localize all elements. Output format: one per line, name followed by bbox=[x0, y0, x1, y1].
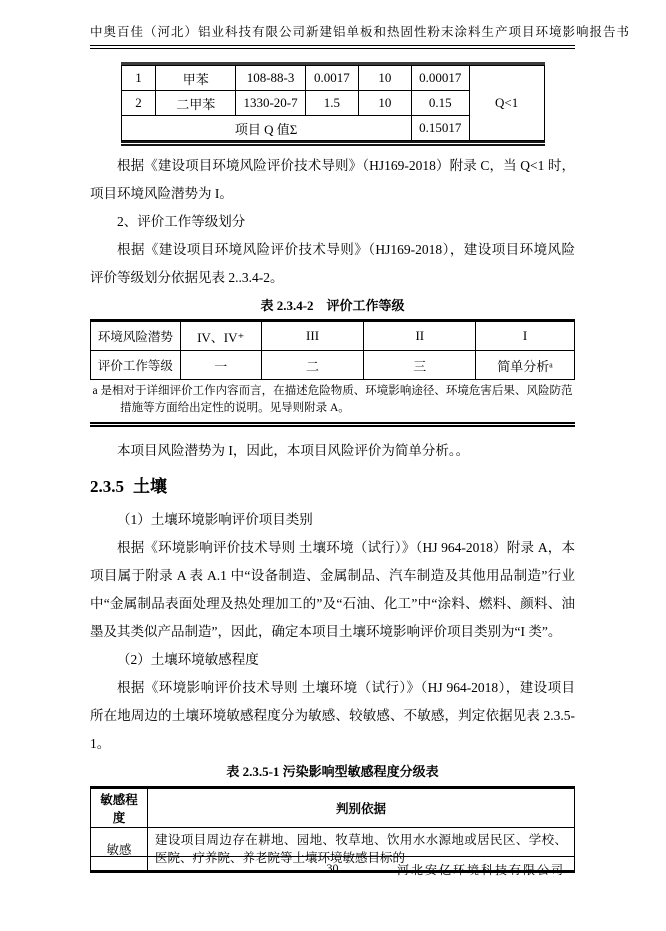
q-cell-no: 1 bbox=[121, 66, 156, 91]
grade-cell: 二 bbox=[261, 351, 364, 380]
q-table-conclusion: Q<1 bbox=[469, 66, 544, 141]
paragraph-soil-category-heading: （1）土壤环境影响评价项目类别 bbox=[117, 512, 313, 527]
paragraph-conclusion: 本项目风险潜势为 I，因此，本项目风险评价为简单分析。。 bbox=[117, 443, 470, 458]
grade-table-row bbox=[91, 322, 575, 351]
page-number: 30 bbox=[326, 861, 339, 875]
q-value-table bbox=[121, 62, 545, 146]
q-cell-threshold: 10 bbox=[358, 91, 411, 116]
paragraph-soil-category: 根据《环境影响评价技术导则 土壤环境（试行）》（HJ 964-2018）附录 A，本项目属于附录 A 表 A.1 中“设备制造、金属制品、汽车制造及其他用品制造”行业中“金属制品表面处理及热处理加工的”及“石油、化工”中“涂料、燃料、颜料、油墨及其类似产品制造”，因此，确定本项目土壤环境影响评价项目类别为“I 类”。 bbox=[90, 540, 575, 639]
grade-cell: 一 bbox=[180, 351, 261, 380]
document-header-title: 中奥百佳（河北）铝业科技有限公司新建铝单板和热固性粉末涂料生产项目环境影响报告书 bbox=[90, 22, 575, 49]
q-cell-name: 甲苯 bbox=[156, 66, 236, 91]
q-cell-qty: 1.5 bbox=[305, 91, 358, 116]
sensitivity-header-level: 敏感程度 bbox=[91, 789, 148, 828]
q-cell-threshold: 10 bbox=[358, 66, 411, 91]
q-table-sum-label: 项目 Q 值Σ bbox=[121, 116, 411, 141]
q-cell-q: 0.15 bbox=[411, 91, 469, 116]
q-cell-no: 2 bbox=[121, 91, 156, 116]
paragraph-grade-heading: 2、评价工作等级划分 bbox=[117, 214, 246, 229]
q-cell-cas: 1330-20-7 bbox=[236, 91, 306, 116]
footnote-text: a 是相对于详细评价工作内容而言，在描述危险物质、环境影响途径、环境危害后果、风险防范措施等方面给出定性的说明。见导则附录 A。 bbox=[92, 385, 573, 414]
q-cell-cas: 108-88-3 bbox=[236, 66, 306, 91]
table-2342-caption: 表 2.3.4-2 评价工作等级 bbox=[260, 298, 405, 313]
grade-row-label: 评价工作等级 bbox=[91, 351, 181, 380]
q-cell-qty: 0.0017 bbox=[305, 66, 358, 91]
paragraph-risk-potential: 根据《建设项目环境风险评价技术导则》（HJ169-2018）附录 C，当 Q<1 时，项目环境风险潜势为 I。 bbox=[90, 158, 575, 201]
page-footer bbox=[90, 856, 575, 882]
paragraph-soil-sensitivity: 根据《环境影响评价技术导则 土壤环境（试行）》（HJ 964-2018），建设项目所在地周边的土壤环境敏感程度分为敏感、较敏感、不敏感，判定依据见表 2.3.5-1。 bbox=[90, 680, 575, 751]
q-cell-q: 0.00017 bbox=[411, 66, 469, 91]
grade-cell: II bbox=[364, 322, 476, 351]
grade-cell: 三 bbox=[364, 351, 476, 380]
sensitivity-header-basis: 判别依据 bbox=[148, 789, 575, 828]
grade-table-footnote bbox=[91, 380, 575, 423]
sensitivity-header-row bbox=[91, 789, 575, 828]
q-table-row bbox=[121, 66, 544, 91]
sensitivity-level: 敏感 bbox=[91, 828, 148, 871]
table-2351-caption: 表 2.3.5-1 污染影响型敏感程度分级表 bbox=[226, 764, 439, 779]
q-table-sum-value: 0.15017 bbox=[411, 116, 469, 141]
q-cell-name: 二甲苯 bbox=[156, 91, 236, 116]
grade-cell: I bbox=[476, 322, 575, 351]
grade-table bbox=[90, 319, 575, 427]
grade-row-label: 环境风险潜势 bbox=[91, 322, 181, 351]
grade-table-row bbox=[91, 351, 575, 380]
section-number: 2.3.5 bbox=[90, 477, 124, 496]
sensitivity-criteria: 建设项目周边存在耕地、园地、牧草地、饮用水水源地或居民区、学校、医院、疗养院、养老院等土壤环境敏感目标的 bbox=[148, 828, 575, 871]
paragraph-soil-sensitivity-heading: （2）土壤环境敏感程度 bbox=[117, 652, 259, 667]
grade-cell: IV、IV⁺ bbox=[180, 322, 261, 351]
grade-cell: 简单分析ᵃ bbox=[476, 351, 575, 380]
grade-table-footnote-row bbox=[91, 380, 575, 423]
section-title: 土壤 bbox=[133, 477, 167, 496]
section-heading-235 bbox=[90, 474, 575, 500]
paragraph-grade-basis: 根据《建设项目环境风险评价技术导则》（HJ169-2018），建设项目环境风险评价等级划分依据见表 2..3.4-2。 bbox=[90, 242, 575, 285]
footer-company-name: 河北安亿环境科技有限公司 bbox=[396, 863, 565, 877]
grade-cell: III bbox=[261, 322, 364, 351]
